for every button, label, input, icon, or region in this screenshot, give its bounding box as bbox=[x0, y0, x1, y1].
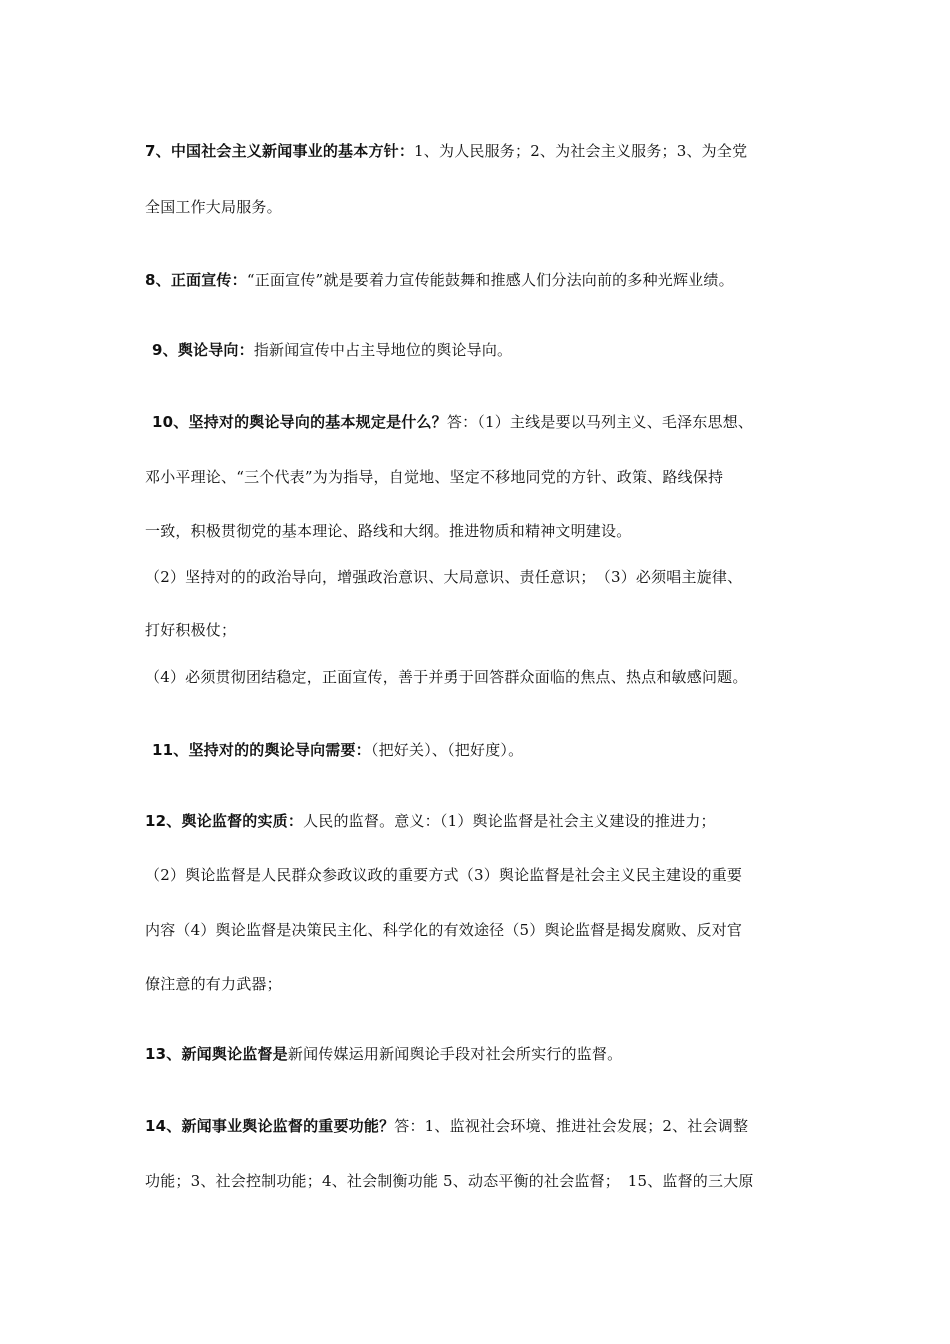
text-line bbox=[145, 1171, 754, 1191]
text-line bbox=[145, 270, 734, 290]
text-line bbox=[145, 197, 282, 217]
line-text: （2）舆论监督是人民群众参政议政的重要方式（3）舆论监督是社会主义民主建设的重要 bbox=[145, 866, 743, 884]
line-text: 功能；3、社会控制功能；4、社会制衡功能 5、动态平衡的社会监督； 15、监督的三大原 bbox=[145, 1172, 754, 1190]
line-heading: 14、新闻事业舆论监督的重要功能？ bbox=[145, 1117, 395, 1135]
line-text: 答：（1）主线是要以马列主义、毛泽东思想、 bbox=[446, 413, 754, 431]
line-heading: 10、坚持对的舆论导向的基本规定是什么？ bbox=[152, 413, 447, 431]
text-line bbox=[152, 340, 512, 360]
line-heading: 12、舆论监督的实质： bbox=[145, 812, 304, 830]
text-line bbox=[152, 740, 523, 760]
line-text: 内容（4）舆论监督是决策民主化、科学化的有效途径（5）舆论监督是揭发腐败、反对官 bbox=[145, 921, 743, 939]
line-text: 打好积极仗； bbox=[145, 621, 237, 639]
line-text: 新闻传媒运用新闻舆论手段对社会所实行的监督。 bbox=[287, 1045, 623, 1063]
line-text: 答：1、监视社会环境、推进社会发展；2、社会调整 bbox=[394, 1117, 749, 1135]
line-text: “正面宣传”就是要着力宣传能鼓舞和推感人们分法向前的多种光辉业绩。 bbox=[246, 271, 734, 289]
text-line bbox=[145, 1116, 748, 1136]
line-text: （4）必须贯彻团结稳定，正面宣传，善于并勇于回答群众面临的焦点、热点和敏感问题。 bbox=[145, 668, 748, 686]
text-line bbox=[145, 521, 631, 541]
text-line bbox=[152, 412, 753, 432]
line-text: （2）坚持对的的政治导向，增强政治意识、大局意识、责任意识； （3）必须唱主旋律、 bbox=[145, 568, 743, 586]
line-text: （把好关）、（把好度）。 bbox=[370, 741, 524, 759]
text-line bbox=[145, 974, 282, 994]
text-line bbox=[145, 865, 742, 885]
line-heading: 8、正面宣传： bbox=[145, 271, 247, 289]
text-line bbox=[145, 141, 747, 161]
text-line bbox=[145, 467, 723, 487]
text-line bbox=[145, 920, 742, 940]
line-text: 邓小平理论、“三个代表”为为指导，自觉地、坚定不移地同党的方针、政策、路线保持 bbox=[145, 468, 724, 486]
text-line bbox=[145, 811, 716, 831]
line-heading: 7、中国社会主义新闻事业的基本方针： bbox=[145, 142, 415, 160]
line-heading: 13、新闻舆论监督是 bbox=[145, 1045, 288, 1063]
line-text: 全国工作大局服务。 bbox=[145, 198, 282, 216]
line-text: 指新闻宣传中占主导地位的舆论导向。 bbox=[253, 341, 513, 359]
text-line bbox=[145, 667, 748, 687]
line-text: 1、为人民服务；2、为社会主义服务；3、为全党 bbox=[414, 142, 748, 160]
line-text: 僚注意的有力武器； bbox=[145, 975, 282, 993]
line-text: 人民的监督。意义：（1）舆论监督是社会主义建设的推进力； bbox=[303, 812, 716, 830]
text-line bbox=[145, 567, 742, 587]
line-text: 一致，积极贯彻党的基本理论、路线和大纲。推进物质和精神文明建设。 bbox=[145, 522, 632, 540]
line-heading: 9、舆论导向： bbox=[152, 341, 254, 359]
line-heading: 11、坚持对的的舆论导向需要： bbox=[152, 741, 371, 759]
text-line bbox=[145, 620, 236, 640]
text-line bbox=[145, 1044, 622, 1064]
